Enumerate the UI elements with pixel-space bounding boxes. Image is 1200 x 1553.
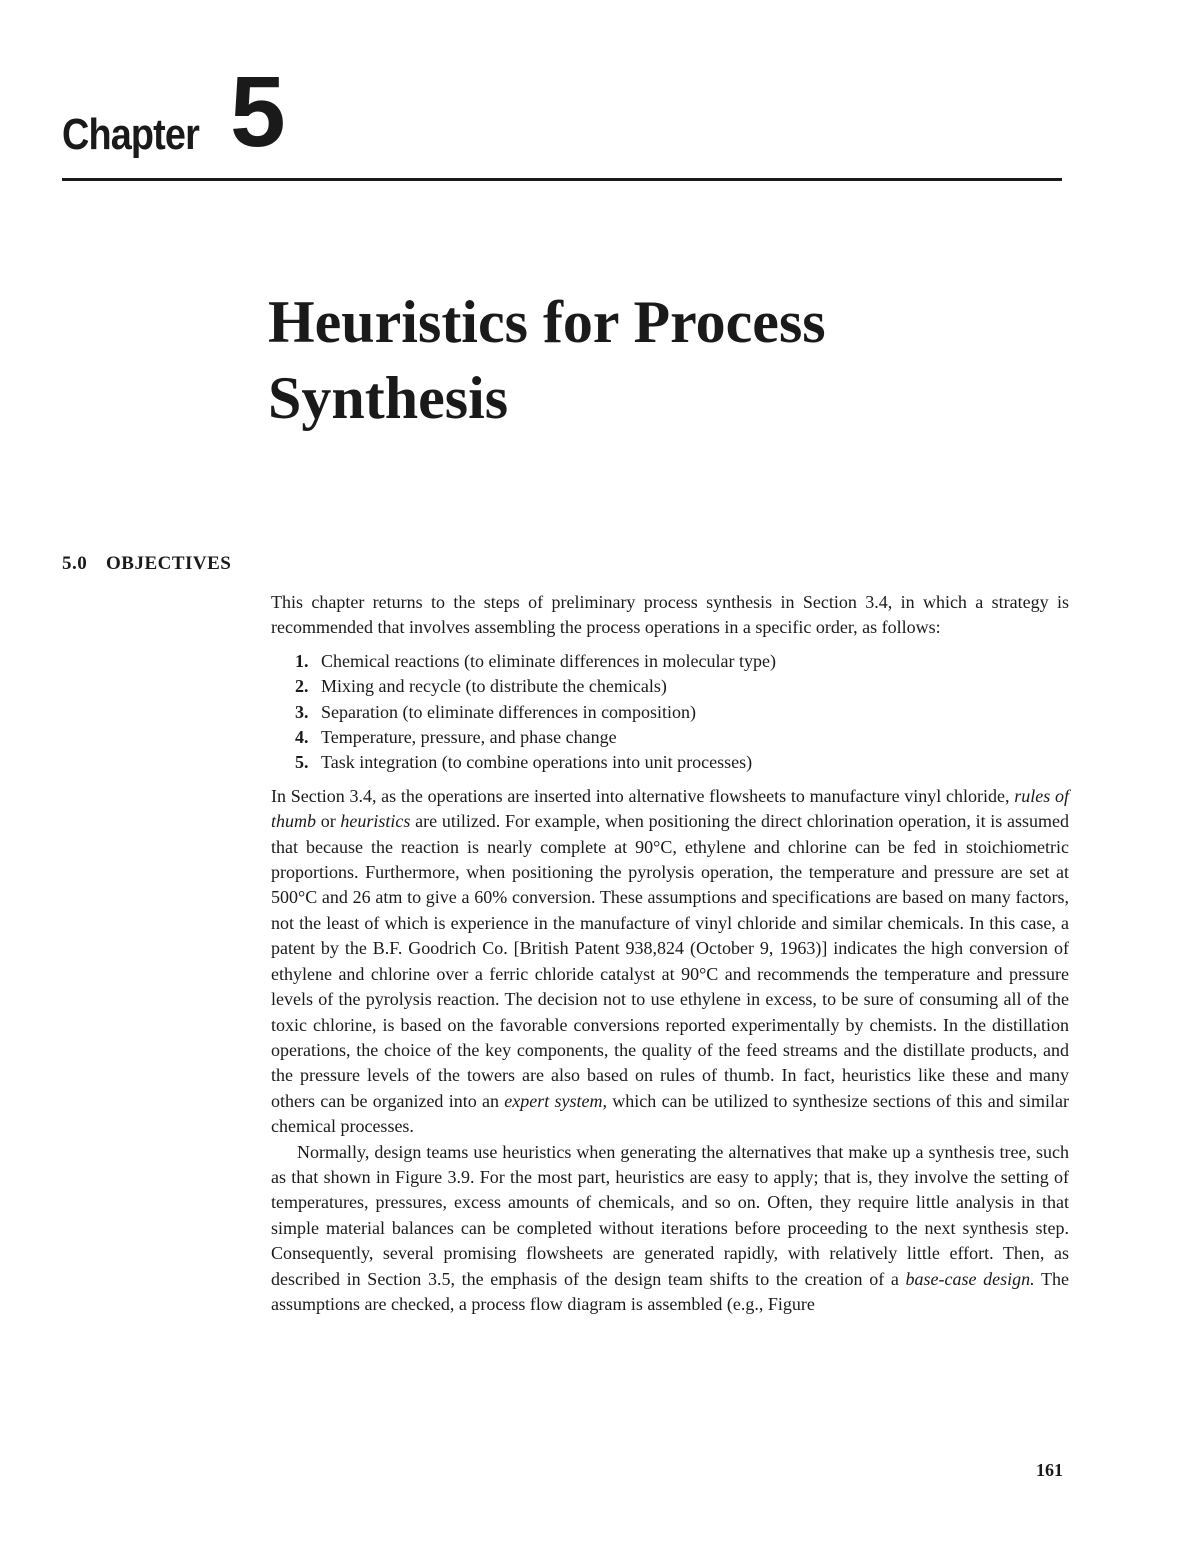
chapter-rule bbox=[62, 178, 1062, 181]
paragraph-text: which can be utilized to synthesize sections of this and similar chemical processes. bbox=[271, 1090, 1069, 1137]
chapter-title bbox=[268, 284, 1068, 436]
list-item bbox=[295, 700, 1069, 725]
list-item-text: Chemical reactions (to eliminate differences in molecular type) bbox=[321, 650, 776, 671]
paragraph-text: are utilized. For example, when positioning the direct chlorination operation, it is assumed that because the reaction is nearly complete at 90°C, ethylene and chlorine can be fed in stoichiometric proportions. Furthermore, when positioning the pyrolysis operation, the temperature and pressure are set at 500°C and 26 atm to give a 60% conversion. These assumptions and specifications are based on many factors, not the least of which is experience in the manufacture of vinyl chloride and similar chemicals. In this case, a patent by the B.F. Goodrich Co. [British Patent 938,824 (October 9, 1963)] indicates the high conversion of ethylene and chlorine over a ferric chloride catalyst at 90°C and recommends the temperature and pressure levels of the pyrolysis reaction. The decision not to use ethylene in excess, to be sure of consuming all of the toxic chlorine, is based on the favorable conversions reported experimentally by chemists. In the distillation operations, the choice of the key components, the quality of the feed streams and the distillate products, and the pressure levels of the towers are also based on rules of thumb. In fact, heuristics like these and many others can be organized into an bbox=[271, 811, 1069, 1111]
list-item bbox=[295, 725, 1069, 750]
page-number: 161 bbox=[1036, 1460, 1063, 1480]
synthesis-steps-list bbox=[271, 649, 1069, 776]
list-item-text: Separation (to eliminate differences in composition) bbox=[321, 701, 697, 722]
section-heading bbox=[62, 553, 231, 575]
chapter-title-line-1: Heuristics for Process bbox=[268, 289, 826, 355]
list-item-number: 1. bbox=[295, 650, 309, 671]
list-item-text: Mixing and recycle (to distribute the chemicals) bbox=[321, 676, 667, 697]
chapter-header bbox=[62, 56, 1062, 182]
paragraph-heuristics-vinyl-chloride bbox=[271, 784, 1069, 1140]
list-item-number: 2. bbox=[295, 676, 309, 697]
paragraph-text: Normally, design teams use heuristics when generating the alternatives that make up a synthesis tree, such as that shown in Figure 3.9. For the most part, heuristics are easy to apply; that is, they involve the setting of temperatures, pressures, excess amounts of chemicals, and so on. Often, they require little analysis in that simple material balances can be completed without iterations before proceeding to the next synthesis step. Consequently, several promising flowsheets are generated rapidly, with relatively little effort. Then, as described in Section 3.5, the emphasis of the design team shifts to the creation of a bbox=[271, 1141, 1069, 1289]
chapter-number: 5 bbox=[230, 56, 286, 168]
paragraph-design-teams bbox=[271, 1140, 1069, 1318]
emphasis-base-case-design: base-case design. bbox=[905, 1268, 1035, 1289]
list-item-number: 3. bbox=[295, 701, 309, 722]
emphasis-expert-system: expert system, bbox=[504, 1090, 608, 1111]
paragraph-text: The assumptions are checked, a process flow diagram is assembled (e.g., Figure bbox=[271, 1268, 1069, 1314]
list-item-number: 5. bbox=[295, 752, 309, 773]
paragraph-text: In Section 3.4, as the operations are inserted into alternative flowsheets to manufacture vinyl chloride, bbox=[271, 785, 1015, 806]
list-item bbox=[295, 674, 1069, 699]
list-item-text: Temperature, pressure, and phase change bbox=[321, 727, 617, 748]
intro-paragraph: This chapter returns to the steps of preliminary process synthesis in Section 3.4, in which a strategy is recommended that involves assembling the process operations in a specific order, as follows: bbox=[271, 592, 1069, 638]
body-text bbox=[271, 590, 1069, 1317]
section-title: OBJECTIVES bbox=[106, 553, 232, 574]
list-item-text: Task integration (to combine operations into unit processes) bbox=[321, 752, 753, 773]
section-number: 5.0 bbox=[62, 553, 88, 574]
list-item-number: 4. bbox=[295, 727, 309, 748]
chapter-label: Chapter bbox=[62, 110, 199, 159]
paragraph-text: or bbox=[316, 811, 341, 832]
emphasis-heuristics: heuristics bbox=[340, 811, 411, 832]
emphasis-rules-of-thumb: rules of thumb bbox=[271, 785, 1069, 832]
list-item bbox=[295, 750, 1069, 775]
chapter-title-line-2: Synthesis bbox=[268, 365, 509, 431]
list-item bbox=[295, 649, 1069, 674]
